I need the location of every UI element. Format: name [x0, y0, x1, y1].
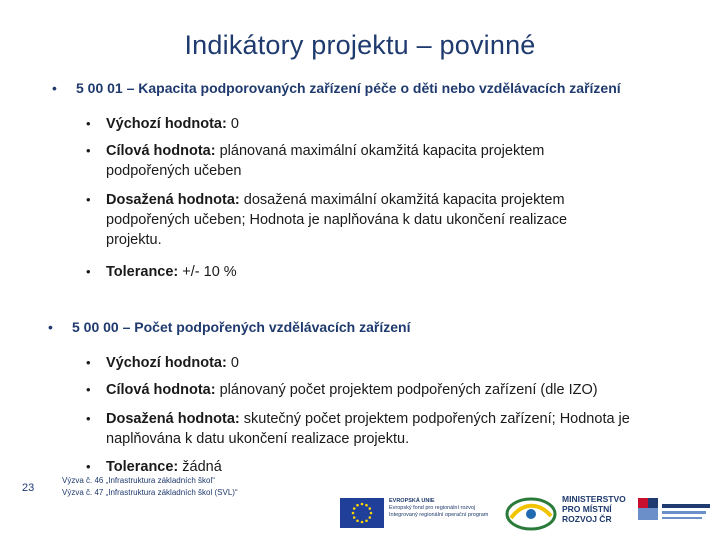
eu-flag-icon [340, 498, 384, 528]
bullet: • [48, 319, 53, 335]
bullet: • [86, 459, 91, 474]
bullet: • [52, 80, 57, 96]
bullet: • [86, 264, 91, 279]
irop-logo-icon [505, 494, 557, 534]
eu-fund-text: EVROPSKÁ UNIE Evropský fond pro regionální rozvoj Integrovaný regionální operační program [389, 498, 489, 518]
list-item: • Tolerance: +/- 10 % [86, 264, 237, 280]
page-number: 23 [22, 482, 35, 494]
slide-title: Indikátory projektu – povinné [184, 30, 536, 60]
bullet: • [86, 143, 91, 158]
footer [0, 470, 720, 540]
list-item: • Cílová hodnota: plánovaný počet projektem podpořených zařízení (dle IZO) [86, 382, 598, 398]
crr-logo-icon [638, 494, 712, 534]
ministry-logo: MINISTERSTVO PRO MÍSTNÍ ROZVOJ ČR [562, 494, 626, 524]
list-item: • Dosažená hodnota: dosažená maximální okamžitá kapacita projektem podpořených učeben; Hodnota je naplňována k datu ukončení realizace projektu. [86, 192, 568, 248]
bullet: • [86, 355, 91, 370]
bullet: • [86, 192, 91, 207]
list-item: • Výchozí hodnota: 0 [86, 116, 239, 132]
list-item: • Cílová hodnota: plánovaná maximální okamžitá kapacita projektem podpořených učeben [86, 143, 545, 179]
list-item: • Tolerance: žádná [86, 459, 222, 475]
list-item: • Výchozí hodnota: 0 [86, 355, 239, 371]
footer-call-text: Výzva č. 46 „Infrastruktura základních škol“ Výzva č. 47 „Infrastruktura základních škol (SVL)“ [62, 476, 238, 497]
bullet: • [86, 382, 91, 397]
bullet: • [86, 116, 91, 131]
bullet: • [86, 411, 91, 426]
list-item: • Dosažená hodnota: skutečný počet projektem podpořených zařízení; Hodnota je naplňována k datu ukončení realizace projektu. [86, 411, 630, 447]
section-heading: • 5 00 01 – Kapacita podporovaných zařízení péče o děti nebo vzdělávacích zařízení [52, 80, 621, 96]
section-heading: • 5 00 00 – Počet podpořených vzdělávacích zařízení [48, 319, 411, 335]
